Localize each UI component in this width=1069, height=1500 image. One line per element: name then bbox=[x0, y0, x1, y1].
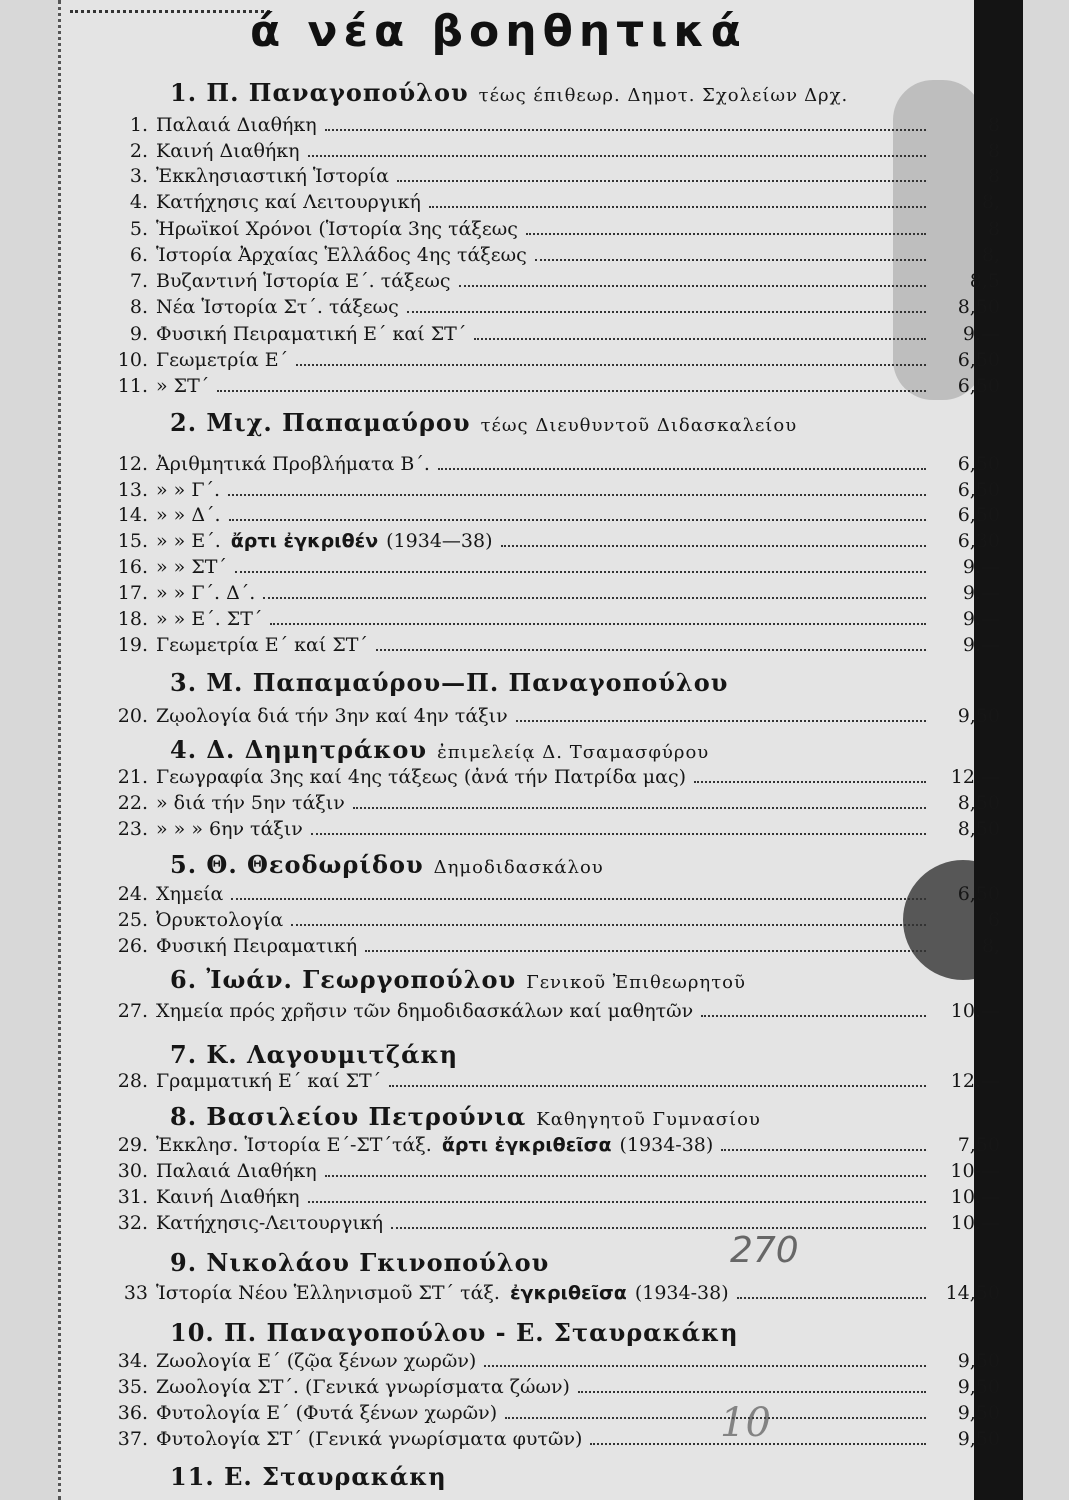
book-title: Ζωολογία Ε΄ (ζῷα ξένων χωρῶν) bbox=[156, 1350, 477, 1372]
book-title: » » Ε΄. bbox=[156, 530, 221, 552]
item-number: 25. bbox=[117, 909, 148, 931]
section-subtitle: τέως έπιθεωρ. Δημοτ. Σχολείων bbox=[478, 85, 799, 106]
section-title: 6. Ἰωάν. Γεωργοπούλου bbox=[170, 965, 517, 994]
dotted-leader bbox=[217, 390, 926, 392]
item-price: 10.— bbox=[950, 1186, 1000, 1208]
item-price: 12.— bbox=[950, 766, 1000, 788]
item-price: 8,50 bbox=[957, 792, 1000, 814]
section-subtitle: Δημοδιδασκάλου bbox=[433, 857, 604, 878]
item-price: 6,50 bbox=[957, 453, 1000, 475]
section-heading bbox=[170, 1040, 458, 1069]
catalog-row bbox=[100, 1070, 1000, 1096]
dotted-leader bbox=[270, 623, 926, 625]
item-price: 9.— bbox=[962, 323, 1000, 345]
item-price: 9.— bbox=[962, 608, 1000, 630]
book-title: Ἀριθμητικά Προβλήματα Β΄. bbox=[156, 453, 430, 475]
book-title: Φυσική Πειραματική bbox=[156, 935, 358, 957]
section-heading bbox=[170, 735, 709, 764]
book-title: Κατήχησις καί Λειτουργική bbox=[156, 191, 421, 213]
book-title: Γεωμετρία Ε΄ bbox=[156, 349, 289, 371]
item-number: 29. bbox=[117, 1134, 148, 1156]
catalog-row bbox=[100, 1428, 1000, 1454]
catalog-row bbox=[100, 1212, 1000, 1238]
item-price: 8 bbox=[987, 218, 1000, 240]
catalog-row bbox=[100, 935, 1000, 961]
item-number: 20. bbox=[117, 705, 148, 727]
section-title: 2. Μιχ. Παπαμαύρου bbox=[170, 408, 471, 437]
item-number: 24. bbox=[117, 883, 148, 905]
pencil-mark: 10 bbox=[720, 1400, 771, 1446]
catalog-row bbox=[100, 140, 1000, 166]
section-subtitle: τέως Διευθυντοῦ Διδασκαλείου bbox=[480, 415, 798, 436]
dotted-leader bbox=[353, 807, 926, 809]
book-title: Βυζαντινή Ἱστορία Ε΄. τάξεως bbox=[156, 270, 451, 292]
item-number: 37. bbox=[117, 1428, 148, 1450]
book-title: Φυτολογία ΣΤ΄ (Γενικά γνωρίσματα φυτῶν) bbox=[156, 1428, 583, 1450]
section-title: 3. Μ. Παπαμαύρου—Π. Παναγοπούλου bbox=[170, 668, 729, 697]
item-price: 14,50 bbox=[945, 1282, 1000, 1304]
book-title: Καινή Διαθήκη bbox=[156, 1186, 300, 1208]
item-price: 8,50 bbox=[957, 296, 1000, 318]
dotted-leader bbox=[231, 898, 926, 900]
section-title: 10. Π. Παναγοπούλου - Ε. Σταυρακάκη bbox=[170, 1318, 739, 1347]
dotted-leader bbox=[235, 571, 926, 573]
item-number: 27. bbox=[117, 1000, 148, 1022]
item-number: 21. bbox=[117, 766, 148, 788]
dotted-leader bbox=[438, 468, 926, 470]
section-title: 1. Π. Παναγοπούλου bbox=[170, 78, 469, 107]
section-heading bbox=[170, 668, 728, 697]
catalog-row bbox=[100, 705, 1000, 731]
catalog-row bbox=[100, 504, 1000, 530]
item-price: 9.— bbox=[962, 634, 1000, 656]
dotted-leader bbox=[308, 155, 926, 157]
pencil-mark: 270 bbox=[730, 1230, 799, 1271]
section-title: 9. Νικολάου Γκινοπούλου bbox=[170, 1248, 550, 1277]
item-price: 9,50 bbox=[957, 1350, 1000, 1372]
item-number: 1. bbox=[129, 114, 148, 136]
book-title: Καινή Διαθήκη bbox=[156, 140, 300, 162]
item-price: 9,50 bbox=[957, 1376, 1000, 1398]
book-title: Κατήχησις-Λειτουργική bbox=[156, 1212, 384, 1234]
item-price: 6,50 bbox=[957, 375, 1000, 397]
book-title: Ζῳολογία διά τήν 3ην καί 4ην τάξιν bbox=[156, 705, 508, 727]
catalog-row bbox=[100, 818, 1000, 844]
catalog-row bbox=[100, 883, 1000, 909]
catalog-row bbox=[100, 296, 1000, 322]
item-price: 6,50 bbox=[957, 349, 1000, 371]
item-number: 16. bbox=[117, 556, 148, 578]
book-title: » » Δ΄. bbox=[156, 504, 221, 526]
catalog-row bbox=[100, 1134, 1000, 1160]
section-heading bbox=[170, 850, 604, 879]
approval-years: (1934-38) bbox=[619, 1134, 714, 1156]
section-heading bbox=[170, 1102, 761, 1131]
item-number: 13. bbox=[117, 479, 148, 501]
item-number: 9. bbox=[129, 323, 148, 345]
dotted-leader bbox=[484, 1365, 926, 1367]
book-title: Γεωγραφία 3ης καί 4ης τάξεως (ἀνά τήν Πατρίδα μας) bbox=[156, 766, 687, 788]
dotted-leader bbox=[516, 720, 926, 722]
section-heading bbox=[170, 1462, 447, 1491]
catalog-row bbox=[100, 244, 1000, 270]
catalog-row bbox=[100, 1160, 1000, 1186]
item-number: 19. bbox=[117, 634, 148, 656]
top-dotted-rule bbox=[70, 10, 270, 13]
book-title: Ζωολογία ΣΤ΄. (Γενικά γνωρίσματα ζώων) bbox=[156, 1376, 570, 1398]
item-number: 15. bbox=[117, 530, 148, 552]
item-number: 8. bbox=[129, 296, 148, 318]
item-price: 6,50 bbox=[957, 883, 1000, 905]
dotted-leader bbox=[474, 338, 926, 340]
dotted-leader bbox=[389, 1085, 926, 1087]
item-price: 8, bbox=[981, 191, 1000, 213]
dotted-leader bbox=[407, 311, 926, 313]
book-title: » διά τήν 5ην τάξιν bbox=[156, 792, 345, 814]
item-price: 8 bbox=[987, 165, 1000, 187]
item-number: 35. bbox=[117, 1376, 148, 1398]
item-number: 11. bbox=[117, 375, 148, 397]
dotted-leader bbox=[229, 519, 926, 521]
item-price: 8,5 bbox=[969, 270, 1000, 292]
section-subtitle: Καθηγητοῦ Γυμνασίου bbox=[536, 1109, 761, 1130]
dotted-leader bbox=[694, 781, 926, 783]
approval-years: (1934-38) bbox=[634, 1282, 729, 1304]
item-price: 10.— bbox=[950, 1212, 1000, 1234]
page-banner: ά νέα βοηθητικά bbox=[250, 6, 747, 57]
catalog-row bbox=[100, 165, 1000, 191]
approval-note: ἐγκριθεῖσα bbox=[509, 1282, 627, 1304]
item-price: 8, bbox=[981, 244, 1000, 266]
item-number: 12. bbox=[117, 453, 148, 475]
item-number: 22. bbox=[117, 792, 148, 814]
section-subtitle: Γενικοῦ Ἐπιθεωρητοῦ bbox=[526, 972, 746, 993]
dotted-leader bbox=[701, 1015, 926, 1017]
item-number: 26. bbox=[117, 935, 148, 957]
section-subtitle: ἐπιμελείᾳ Δ. Τσαμασφύρου bbox=[437, 742, 710, 763]
book-title: Παλαιά Διαθήκη bbox=[156, 1160, 317, 1182]
item-price: 7,50 bbox=[957, 1134, 1000, 1156]
catalog-row bbox=[100, 1282, 1000, 1308]
dotted-leader bbox=[397, 180, 926, 182]
item-number: 14. bbox=[117, 504, 148, 526]
dotted-leader bbox=[228, 494, 926, 496]
section-title: 8. Βασιλείου Πετρούνια bbox=[170, 1102, 527, 1131]
book-title: Χημεία bbox=[156, 883, 224, 905]
section-title: 7. Κ. Λαγουμιτζάκη bbox=[170, 1040, 459, 1069]
book-title: » » ΣΤ΄ bbox=[156, 556, 227, 578]
approval-years: (1934—38) bbox=[386, 530, 493, 552]
item-price: 9.— bbox=[962, 556, 1000, 578]
item-price: 10-— bbox=[950, 1160, 1000, 1182]
book-title: Νέα Ἱστορία Στ΄. τάξεως bbox=[156, 296, 399, 318]
section-heading bbox=[170, 78, 848, 107]
catalog-row bbox=[100, 375, 1000, 401]
item-number: 36. bbox=[117, 1402, 148, 1424]
catalog-row bbox=[100, 792, 1000, 818]
item-number: 18. bbox=[117, 608, 148, 630]
book-title: Ἐκκλησιαστική Ἱστορία bbox=[156, 165, 389, 187]
dotted-leader bbox=[578, 1391, 926, 1393]
catalog-row bbox=[100, 1402, 1000, 1428]
item-number: 7. bbox=[129, 270, 148, 292]
item-price: 9,50 bbox=[957, 1428, 1000, 1450]
catalog-row bbox=[100, 1376, 1000, 1402]
item-number: 23. bbox=[117, 818, 148, 840]
dotted-leader bbox=[263, 597, 926, 599]
catalog-row bbox=[100, 191, 1000, 217]
book-title: » ΣΤ΄ bbox=[156, 375, 210, 397]
item-number: 34. bbox=[117, 1350, 148, 1372]
book-title: » » » 6ην τάξιν bbox=[156, 818, 303, 840]
item-price: 8 bbox=[987, 140, 1000, 162]
catalog-row bbox=[100, 349, 1000, 375]
book-title: » » Ε΄. ΣΤ΄ bbox=[156, 608, 263, 630]
item-number: 5. bbox=[129, 218, 148, 240]
item-price: 8 bbox=[987, 114, 1000, 136]
book-title: Ὀρυκτολογία bbox=[156, 909, 284, 931]
section-heading bbox=[170, 965, 746, 994]
catalog-row bbox=[100, 479, 1000, 505]
catalog-row bbox=[100, 909, 1000, 935]
book-title: Φυτολογία Ε΄ (Φυτά ξένων χωρῶν) bbox=[156, 1402, 498, 1424]
item-price: 9.— bbox=[962, 582, 1000, 604]
catalog-row bbox=[100, 1000, 1000, 1026]
item-number: 6. bbox=[129, 244, 148, 266]
catalog-row bbox=[100, 634, 1000, 660]
dotted-leader bbox=[325, 1175, 926, 1177]
dotted-leader bbox=[737, 1297, 926, 1299]
item-number: 10. bbox=[117, 349, 148, 371]
dotted-leader bbox=[505, 1417, 926, 1419]
book-title: Γεωμετρία Ε΄ καί ΣΤ΄ bbox=[156, 634, 368, 656]
section-title: 5. Θ. Θεοδωρίδου bbox=[170, 850, 424, 879]
dotted-leader bbox=[325, 129, 926, 131]
section-heading bbox=[170, 1248, 549, 1277]
item-price: 10.— bbox=[950, 1000, 1000, 1022]
item-number: 31. bbox=[117, 1186, 148, 1208]
item-number: 2. bbox=[129, 140, 148, 162]
item-price: 6,50 bbox=[957, 479, 1000, 501]
catalog-row bbox=[100, 1350, 1000, 1376]
item-price: 9,50 bbox=[957, 1402, 1000, 1424]
item-number: 3. bbox=[129, 165, 148, 187]
section-title: 4. Δ. Δημητράκου bbox=[170, 735, 428, 764]
dotted-leader bbox=[296, 364, 926, 366]
item-price: 6,30 bbox=[957, 530, 1000, 552]
item-price: 9,50 bbox=[957, 705, 1000, 727]
item-number: 28. bbox=[117, 1070, 148, 1092]
approval-note: ἄρτι ἐγκριθέν bbox=[230, 530, 379, 552]
dotted-leader bbox=[459, 285, 927, 287]
book-title: Ἱστορία Ἀρχαίας Ἑλλάδος 4ης τάξεως bbox=[156, 244, 527, 266]
item-price: 12.— bbox=[950, 1070, 1000, 1092]
catalog-row bbox=[100, 218, 1000, 244]
item-number: 17. bbox=[117, 582, 148, 604]
catalog-row bbox=[100, 556, 1000, 582]
section-heading bbox=[170, 408, 797, 437]
dotted-leader bbox=[721, 1149, 926, 1151]
dotted-leader bbox=[429, 206, 926, 208]
catalog-row bbox=[100, 530, 1000, 556]
dotted-leader bbox=[365, 950, 926, 952]
section-title: 11. Ε. Σταυρακάκη bbox=[170, 1462, 447, 1491]
item-number: 33 bbox=[123, 1282, 148, 1304]
item-price: 8,50 bbox=[957, 818, 1000, 840]
currency-column-label: Δρχ. bbox=[804, 85, 849, 106]
dotted-leader bbox=[501, 545, 927, 547]
item-number: 4. bbox=[129, 191, 148, 213]
item-number: 30. bbox=[117, 1160, 148, 1182]
book-title: Ἱστορία Νέου Ἑλληνισμοῦ ΣΤ΄ τάξ. bbox=[156, 1282, 500, 1304]
catalog-row bbox=[100, 453, 1000, 479]
dotted-leader bbox=[391, 1227, 926, 1229]
catalog-row bbox=[100, 114, 1000, 140]
item-price: 6 bbox=[987, 909, 1000, 931]
book-title: Φυσική Πειραματική Ε΄ καί ΣΤ΄ bbox=[156, 323, 467, 345]
section-heading bbox=[170, 1318, 739, 1347]
dotted-leader bbox=[535, 259, 926, 261]
book-title: Παλαιά Διαθήκη bbox=[156, 114, 317, 136]
approval-note: ἄρτι ἐγκριθεῖσα bbox=[441, 1134, 612, 1156]
book-title: » » Γ΄. Δ΄. bbox=[156, 582, 256, 604]
catalog-row bbox=[100, 582, 1000, 608]
book-title: Ἡρωϊκοί Χρόνοι (Ἱστορία 3ης τάξεως bbox=[156, 218, 518, 240]
dotted-leader bbox=[376, 649, 926, 651]
catalog-row bbox=[100, 608, 1000, 634]
book-title: Ἐκκλησ. Ἱστορία Ε΄-ΣΤ΄τάξ. bbox=[156, 1134, 432, 1156]
dotted-leader bbox=[526, 233, 926, 235]
catalog-row bbox=[100, 270, 1000, 296]
book-title: Χημεία πρός χρῆσιν τῶν δημοδιδασκάλων καί μαθητῶν bbox=[156, 1000, 694, 1022]
book-title: » » Γ΄. bbox=[156, 479, 221, 501]
item-price: 6,50 bbox=[957, 504, 1000, 526]
catalog-row bbox=[100, 1186, 1000, 1212]
catalog-row bbox=[100, 766, 1000, 792]
dotted-leader bbox=[311, 833, 926, 835]
dotted-leader bbox=[291, 924, 926, 926]
item-number: 32. bbox=[117, 1212, 148, 1234]
item-price: 8, bbox=[981, 935, 1000, 957]
dotted-leader bbox=[308, 1201, 926, 1203]
catalog-row bbox=[100, 323, 1000, 349]
book-title: Γραμματική Ε΄ καί ΣΤ΄ bbox=[156, 1070, 382, 1092]
